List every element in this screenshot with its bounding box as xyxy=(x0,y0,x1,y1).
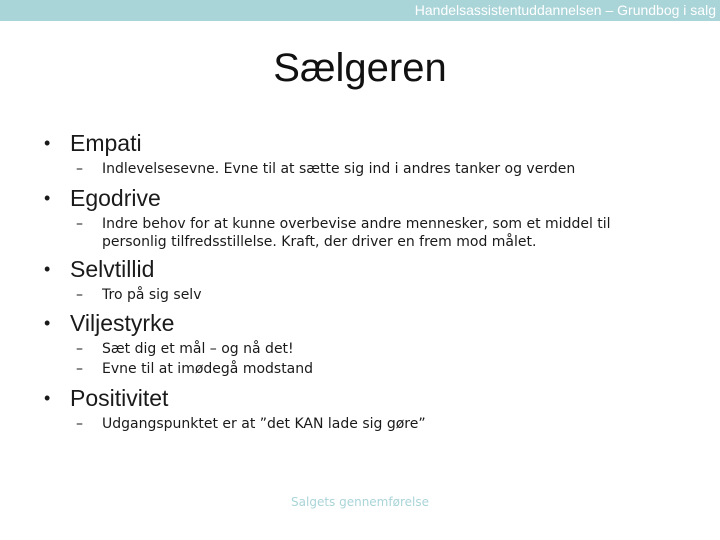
bullet-positivitet xyxy=(44,384,168,412)
sub-item xyxy=(76,160,575,178)
bullet-viljestyrke xyxy=(44,309,174,337)
bullet-dot-icon: • xyxy=(44,313,51,333)
sub-item xyxy=(76,415,426,433)
dash-icon: – xyxy=(76,341,83,357)
bullet-dot-icon: • xyxy=(44,133,51,153)
dash-icon: – xyxy=(76,416,83,432)
sub-item-text: Sæt dig et mål – og nå det! xyxy=(102,341,294,357)
sub-item-text: Udgangspunktet er at ”det KAN lade sig gøre” xyxy=(102,416,426,432)
header-text: Handelsassistentuddannelsen – Grundbog i salg xyxy=(414,2,716,18)
header-bar xyxy=(0,0,720,21)
sub-item xyxy=(76,286,201,304)
bullet-label: Selvtillid xyxy=(70,256,155,282)
sub-item-text: Tro på sig selv xyxy=(102,287,202,303)
sub-item-text: Evne til at imødegå modstand xyxy=(102,361,314,377)
bullet-dot-icon: • xyxy=(44,259,51,279)
sub-item xyxy=(76,340,294,358)
dash-icon: – xyxy=(76,216,83,232)
bullet-empati xyxy=(44,129,142,157)
dash-icon: – xyxy=(76,287,83,303)
bullet-label: Viljestyrke xyxy=(70,310,175,336)
bullet-selvtillid xyxy=(44,255,154,283)
dash-icon: – xyxy=(76,161,83,177)
bullet-egodrive xyxy=(44,184,161,212)
sub-item-text: Indlevelsesevne. Evne til at sætte sig ind i andres tanker og verden xyxy=(102,161,576,177)
dash-icon: – xyxy=(76,361,83,377)
sub-item xyxy=(76,360,313,378)
bullet-label: Egodrive xyxy=(70,185,161,211)
footer-text: Salgets gennemførelse xyxy=(291,495,429,509)
sub-item xyxy=(76,215,676,251)
bullet-label: Positivitet xyxy=(70,385,169,411)
slide-title: Sælgeren xyxy=(273,46,447,90)
bullet-dot-icon: • xyxy=(44,388,51,408)
bullet-dot-icon: • xyxy=(44,188,51,208)
bullet-label: Empati xyxy=(70,130,142,156)
sub-item-text: Indre behov for at kunne overbevise andre mennesker, som et middel til personlig tilfredsstillelse. Kraft, der driver en frem mod målet. xyxy=(102,216,611,250)
